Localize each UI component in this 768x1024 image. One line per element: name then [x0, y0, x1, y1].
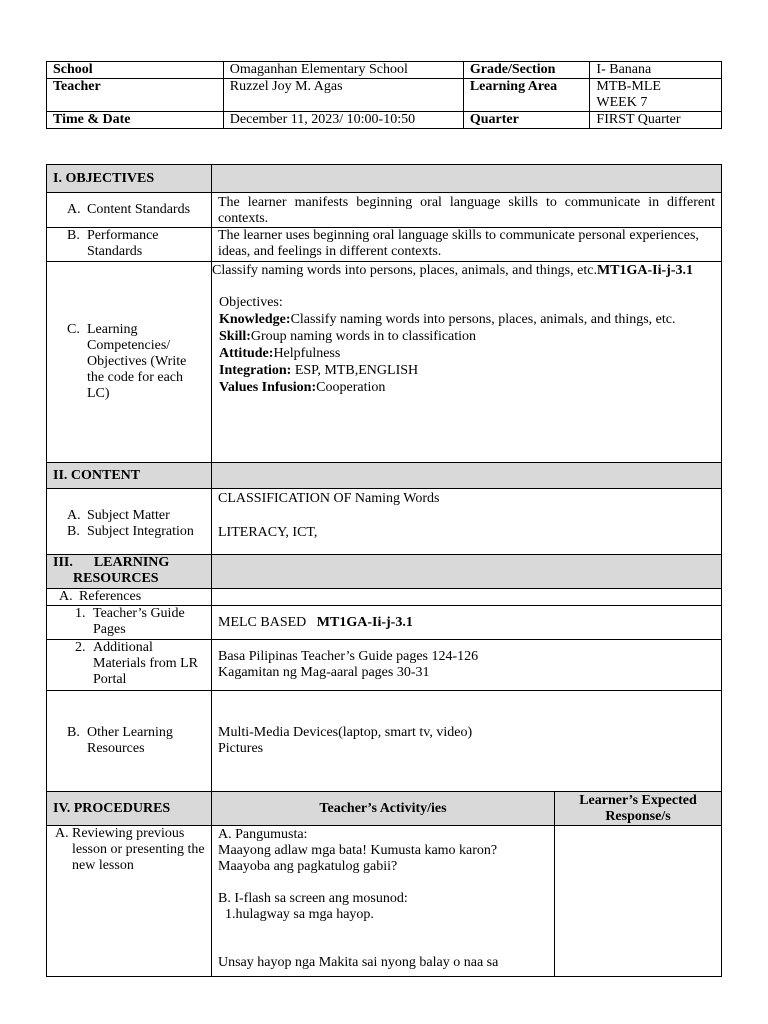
subject-integration-label: Subject Integration — [87, 524, 194, 539]
quarter-label: Quarter — [463, 112, 590, 129]
quarter-value: FIRST Quarter — [590, 112, 722, 129]
objectives-heading-blank — [212, 165, 722, 193]
other-resources-line1: Multi-Media Devices(laptop, smart tv, video) — [218, 725, 473, 740]
activity-greeting-heading: A. Pangumusta: — [218, 827, 308, 842]
values-label: Values Infusion: — [219, 380, 317, 395]
teacher-value: Ruzzel Joy M. Agas — [223, 79, 463, 112]
knowledge-text: Classify naming words into persons, places, animals, and things, etc. — [290, 312, 676, 327]
competencies-content — [212, 262, 722, 463]
additional-materials-num: 2. — [75, 640, 86, 655]
content-standards-letter: A. — [67, 202, 81, 217]
header-info-table — [46, 61, 722, 129]
grade-value: I- Banana — [590, 62, 722, 79]
performance-standards-text: The learner uses beginning oral language skills to communicate personal experiences, ideas, and feelings in different contexts. — [212, 228, 722, 262]
other-resources-line2: Pictures — [218, 741, 264, 756]
activity-question: Unsay hayop nga Makita sai nyong balay o naa sa — [218, 955, 499, 970]
attitude-text: Helpfulness — [273, 346, 341, 361]
learner-response-cell — [555, 826, 722, 977]
references-label: References — [79, 589, 142, 604]
additional-materials-label: Additional Materials from LR Portal — [93, 640, 198, 687]
integration-label: Integration: — [219, 363, 292, 378]
content-heading-blank — [212, 463, 722, 489]
references-label-cell — [47, 589, 212, 606]
learning-area-subject: MTB-MLE — [596, 79, 661, 94]
other-resources-text-cell — [212, 691, 722, 792]
additional-materials-text-cell — [212, 640, 722, 691]
teacher-activity-heading: Teacher’s Activity/ies — [212, 792, 555, 826]
competencies-letter: C. — [67, 322, 80, 337]
teacher-activity-cell — [212, 826, 555, 977]
teachers-guide-text: MELC BASED — [218, 614, 317, 630]
activity-flash-heading: B. I-flash sa screen ang mosunod: — [218, 891, 408, 906]
content-standards-label: Content Standards — [87, 202, 191, 217]
integration-line — [219, 362, 715, 379]
content-values-cell — [212, 489, 722, 555]
procedures-heading: IV. PROCEDURES — [47, 792, 212, 826]
attitude-line — [219, 345, 715, 362]
knowledge-label: Knowledge: — [219, 312, 291, 327]
subject-matter-letter: A. — [67, 508, 81, 523]
content-heading: II. CONTENT — [47, 463, 212, 489]
teachers-guide-text-cell — [212, 606, 722, 640]
additional-materials-line1: Basa Pilipinas Teacher’s Guide pages 124-126 — [218, 649, 479, 664]
school-label: School — [47, 62, 224, 79]
attitude-label: Attitude: — [219, 346, 274, 361]
learning-area-label: Learning Area — [463, 79, 590, 112]
performance-standards-label-cell — [47, 228, 212, 262]
additional-materials-line2: Kagamitan ng Mag-aaral pages 30-31 — [218, 665, 430, 680]
teacher-label: Teacher — [47, 79, 224, 112]
resources-heading-line2: RESOURCES — [73, 571, 159, 586]
teachers-guide-num: 1. — [75, 606, 86, 621]
review-lesson-label: Reviewing previous lesson or presenting the new lesson — [72, 826, 205, 873]
integration-text: ESP, MTB,ENGLISH — [291, 363, 419, 378]
competencies-label-cell — [47, 262, 212, 463]
time-date-value: December 11, 2023/ 10:00-10:50 — [223, 112, 463, 129]
skill-text: Group naming words in to classification — [250, 329, 477, 344]
review-lesson-label-cell — [47, 826, 212, 977]
resources-heading-line1: III. LEARNING — [53, 555, 170, 570]
knowledge-line — [219, 311, 715, 328]
lesson-plan-table — [46, 164, 722, 977]
review-lesson-letter: A. — [55, 826, 69, 841]
competency-main: Classify naming words into persons, places, animals, and things, etc. — [212, 263, 597, 278]
competencies-label: Learning Competencies/ Objectives (Write the code for each LC) — [87, 322, 187, 401]
competency-code: MT1GA-Ii-j-3.1 — [596, 263, 693, 278]
performance-standards-letter: B. — [67, 228, 80, 243]
school-value: Omaganhan Elementary School — [223, 62, 463, 79]
activity-flash-item: 1.hulagway sa mga hayop. — [218, 907, 374, 922]
learner-response-heading: Learner’s Expected Response/s — [555, 792, 722, 826]
content-standards-label-cell — [47, 193, 212, 228]
subject-integration-text: LITERACY, ICT, — [218, 525, 318, 540]
learning-area-value — [590, 79, 722, 112]
references-letter: A. — [59, 589, 73, 604]
teachers-guide-label: Teacher’s Guide Pages — [93, 606, 185, 637]
subject-matter-text: CLASSIFICATION OF Naming Words — [218, 491, 440, 506]
values-text: Cooperation — [316, 380, 386, 395]
activity-greeting-line2: Maayoba ang pagkatulog gabii? — [218, 859, 398, 874]
content-labels-cell — [47, 489, 212, 555]
resources-heading-blank — [212, 555, 722, 589]
subject-matter-label: Subject Matter — [87, 508, 170, 523]
objectives-heading: I. OBJECTIVES — [47, 165, 212, 193]
grade-label: Grade/Section — [463, 62, 590, 79]
time-date-label: Time & Date — [47, 112, 224, 129]
values-line — [219, 379, 715, 396]
references-blank — [212, 589, 722, 606]
other-resources-label: Other Learning Resources — [87, 725, 173, 756]
objectives-sublabel: Objectives: — [219, 295, 283, 310]
resources-heading — [47, 555, 212, 589]
other-resources-label-cell — [47, 691, 212, 792]
additional-materials-label-cell — [47, 640, 212, 691]
skill-label: Skill: — [219, 329, 251, 344]
teachers-guide-label-cell — [47, 606, 212, 640]
other-resources-letter: B. — [67, 725, 80, 740]
activity-greeting-line1: Maayong adlaw mga bata! Kumusta kamo karon? — [218, 843, 498, 858]
content-standards-text: The learner manifests beginning oral language skills to communicate in different contexts. — [212, 193, 722, 228]
teachers-guide-code: MT1GA-Ii-j-3.1 — [316, 614, 413, 630]
subject-integration-letter: B. — [67, 524, 80, 539]
learning-area-week: WEEK 7 — [596, 95, 648, 110]
performance-standards-label: Performance Standards — [87, 228, 159, 259]
skill-line — [219, 328, 715, 345]
